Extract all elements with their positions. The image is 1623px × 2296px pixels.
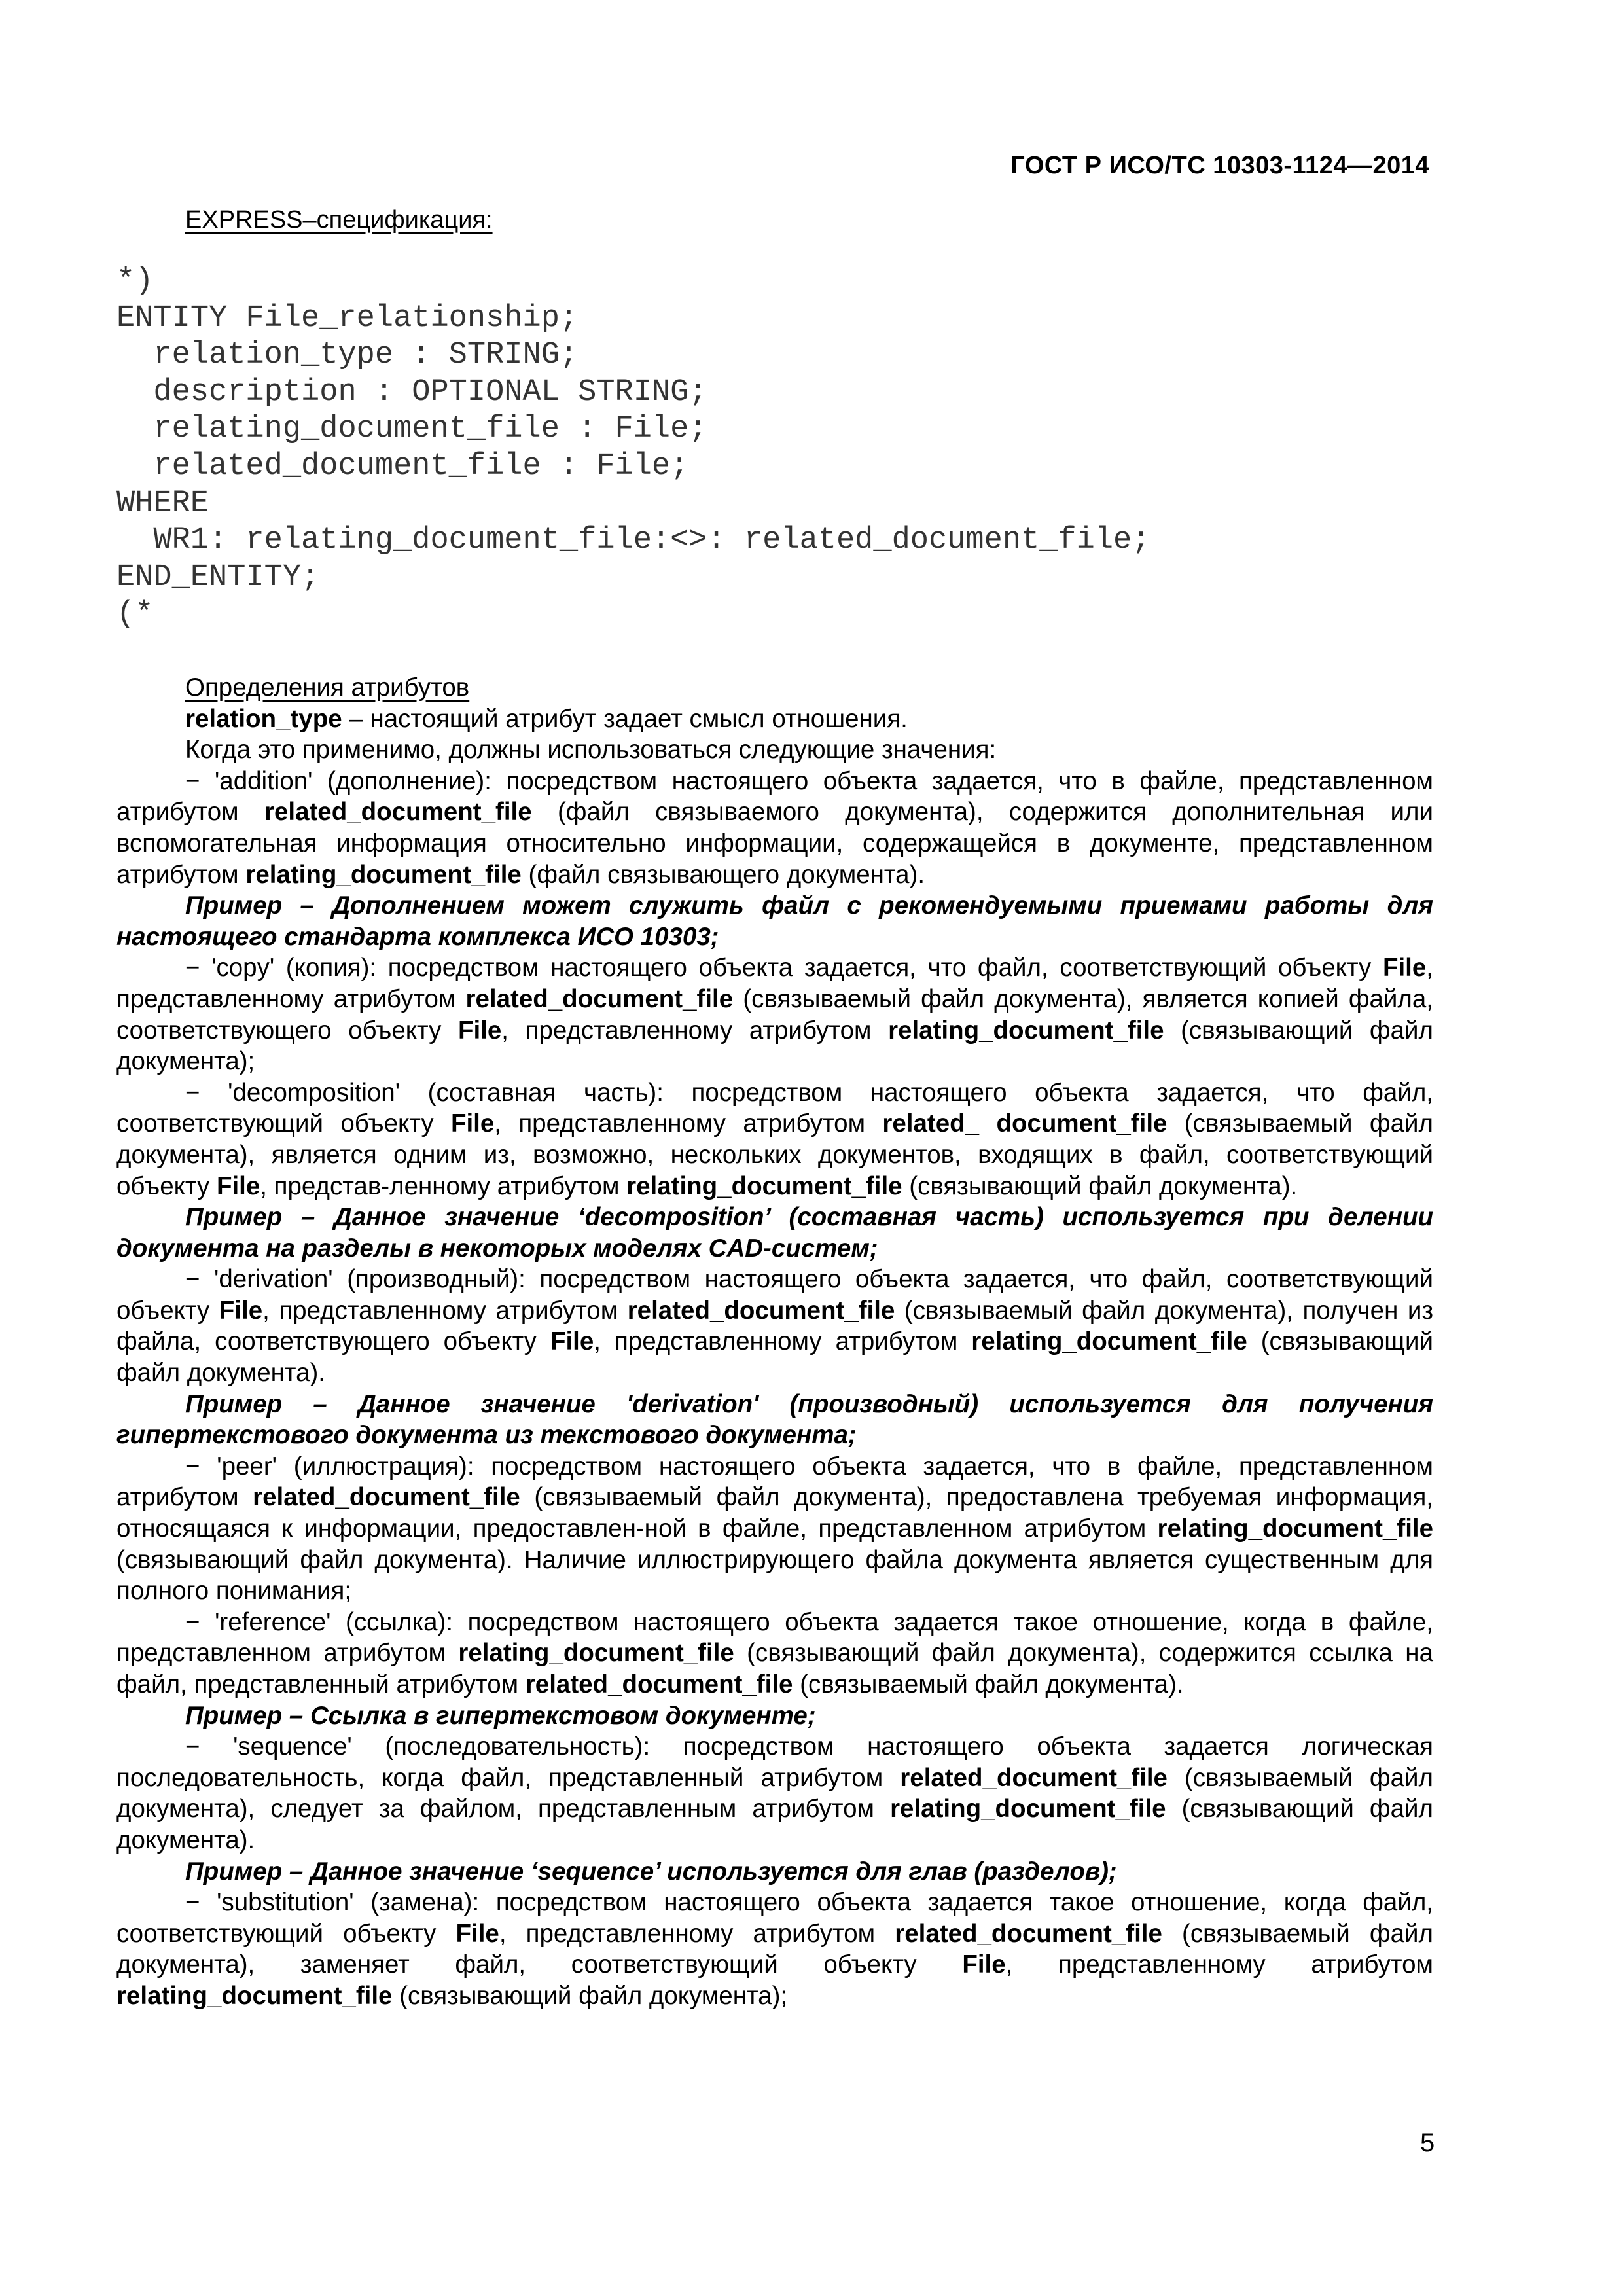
code-line: related_document_file : File;: [116, 448, 689, 484]
example-paragraph: [116, 1389, 1433, 1451]
text-run: (связывающий файл документа).: [116, 1327, 1433, 1388]
text-run: , представленному атрибутом: [494, 1109, 883, 1138]
bold-term: related_document_file: [900, 1763, 1168, 1792]
text-run: (связываемый файл документа), является копией файла, соответствующего объекту: [116, 984, 1434, 1045]
code-line: END_ENTITY;: [116, 560, 320, 595]
example-paragraph: [116, 890, 1433, 952]
text-run: , представленному атрибутом: [262, 1296, 628, 1325]
text-run: (связывающий файл документа);: [392, 1981, 788, 2010]
bold-term: relating_document_file: [890, 1795, 1166, 1823]
text-run: − 'addition' (дополнение): посредством настоящего объекта задается, что в файле, представленном атрибутом: [116, 766, 1433, 827]
bold-term: relating_document_file: [971, 1327, 1247, 1356]
text-run: , представленному атрибутом: [499, 1919, 895, 1948]
text-run: (связываемый файл документа), заменяет файл, соответствующий объекту: [116, 1919, 1433, 1979]
text-run: − 'reference' (ссылка): посредством настоящего объекта задается такое отношение, когда в файле, представленном атрибутом: [116, 1607, 1433, 1668]
text-run: (связывающий файл документа);: [116, 1016, 1433, 1076]
bold-term: File: [550, 1327, 594, 1356]
bold-term: related_document_file: [627, 1296, 895, 1325]
code-line: relating_document_file : File;: [116, 412, 707, 447]
example-paragraph: [116, 1202, 1433, 1264]
text-run: − 'peer' (иллюстрация): посредством настоящего объекта задается, что в файле, представленном атрибутом: [116, 1452, 1433, 1512]
text-run: − 'sequence' (последовательность): посредством настоящего объекта задается логическая последовательность, когда файл, представленный атрибутом: [116, 1732, 1433, 1792]
text-run: , представленному атрибутом: [116, 954, 1433, 1013]
bold-term: related_document_file: [465, 984, 734, 1013]
paragraph: [116, 704, 1433, 735]
code-line: relation_type : STRING;: [116, 338, 579, 373]
text-run: (связываемый файл документа), следует за файлом, представленным атрибутом: [116, 1763, 1433, 1823]
text-run: , представ-ленному атрибутом: [260, 1172, 627, 1200]
bold-term: File: [1382, 954, 1427, 982]
bold-term: File: [219, 1296, 263, 1325]
bold-term: File: [450, 1109, 495, 1138]
text-run: Пример – Данное значение ‘sequence’ используется для глав (разделов);: [185, 1857, 1117, 1886]
code-line: *): [116, 264, 154, 298]
text-run: − 'decomposition' (составная часть): посредством настоящего объекта задается, что файл, соответствующий объекту: [116, 1078, 1433, 1138]
text-run: , представленному атрибутом: [501, 1016, 889, 1045]
attributes-heading: Определения атрибутов: [185, 673, 470, 702]
value-item: [116, 1451, 1433, 1607]
bold-term: relating_document_file: [626, 1172, 902, 1200]
text-run: − 'substitution' (замена): посредством настоящего объекта задается такое отношение, когда файл, соответствующий объекту: [116, 1888, 1433, 1948]
text-run: Когда это применимо, должны использоваться следующие значения:: [185, 736, 997, 764]
text-run: , представленному атрибутом: [594, 1327, 972, 1356]
code-line: (*: [116, 597, 154, 632]
bold-term: File: [216, 1172, 260, 1200]
code-line: description : OPTIONAL STRING;: [116, 374, 707, 410]
value-item: [116, 1077, 1433, 1202]
text-run: (связывающий файл документа).: [902, 1172, 1298, 1200]
text-run: (связывающий файл документа), содержится ссылка на файл, представленный атрибутом: [116, 1639, 1433, 1698]
text-run: (файл связывающего документа).: [521, 860, 925, 889]
example-paragraph: [116, 1700, 1433, 1732]
text-run: Пример – Данное значение ‘decomposition’ (составная часть) используется при делении документа на разделы в некоторых моделях CAD-систем;: [116, 1203, 1433, 1263]
bold-term: relating_document_file: [1157, 1515, 1433, 1543]
example-paragraph: [116, 1856, 1433, 1888]
text-run: − 'copy' (копия): посредством настоящего объекта задается, что файл, соответствующий объекту: [185, 954, 1383, 982]
express-spec-heading: EXPRESS–спецификация:: [185, 206, 493, 234]
bold-term: File: [962, 1950, 1006, 1979]
bold-term: related_ document_file: [882, 1109, 1168, 1138]
text-run: Пример – Дополнением может служить файл с рекомендуемыми приемами работы для настоящего стандарта комплекса ИСО 10303;: [116, 891, 1433, 951]
value-item: [116, 1887, 1433, 2011]
bold-term: related_document_file: [895, 1919, 1162, 1948]
value-item: [116, 766, 1433, 890]
text-run: (связываемый файл документа).: [793, 1670, 1184, 1698]
code-line: WR1: relating_document_file:<>: related_document_file;: [116, 523, 1150, 558]
text-run: − 'derivation' (производный): посредством настоящего объекта задается, что файл, соответствующий объекту: [116, 1265, 1433, 1325]
code-line: ENTITY File_relationship;: [116, 300, 579, 336]
bold-term: File: [457, 1016, 502, 1045]
attribute-definitions: [116, 672, 1433, 2012]
bold-term: relating_document_file: [245, 860, 522, 889]
value-item: [116, 952, 1433, 1077]
value-item: [116, 1264, 1433, 1388]
code-line: WHERE: [116, 486, 209, 521]
text-run: (связывающий файл документа).: [116, 1795, 1433, 1854]
bold-term: related_document_file: [264, 798, 532, 827]
paragraph: [116, 734, 1433, 766]
text-run: – настоящий атрибут задает смысл отношения.: [342, 704, 908, 733]
bold-term: related_document_file: [525, 1670, 793, 1698]
bold-term: relation_type: [185, 704, 342, 733]
bold-term: relating_document_file: [458, 1639, 734, 1668]
value-item: [116, 1731, 1433, 1856]
text-run: (связывающий файл документа). Наличие иллюстрирующего файла документа является существенным для полного понимания;: [116, 1545, 1433, 1605]
text-run: (файл связываемого документа), содержится дополнительная или вспомогательная информация относительно информации, содержащейся в документе, представленном атрибутом: [116, 798, 1433, 889]
text-run: (связываемый файл документа), является одним из, возможно, нескольких документов, входящих в файл, соответствующий объекту: [116, 1109, 1433, 1200]
text-run: (связываемый файл документа), получен из файла, соответствующего объекту: [116, 1296, 1434, 1356]
text-run: Пример – Ссылка в гипертекстовом документе;: [185, 1701, 816, 1730]
value-item: [116, 1607, 1433, 1700]
bold-term: relating_document_file: [888, 1016, 1164, 1045]
text-run: , представленному атрибутом: [1005, 1950, 1433, 1979]
bold-term: related_document_file: [253, 1483, 520, 1512]
bold-term: relating_document_file: [116, 1981, 393, 2010]
text-run: (связываемый файл документа), предоставлена требуемая информация, относящаяся к информации, предоставлен-ной в файле, представленном атрибутом: [116, 1483, 1433, 1543]
text-run: Пример – Данное значение 'derivation' (производный) используется для получения гипертекстового документа из текстового документа;: [116, 1390, 1433, 1450]
express-code-block: [116, 263, 1150, 634]
page-number: 5: [1420, 2128, 1435, 2157]
standard-header: ГОСТ Р ИСО/ТС 10303-1124—2014: [1010, 152, 1429, 179]
bold-term: File: [455, 1919, 499, 1948]
